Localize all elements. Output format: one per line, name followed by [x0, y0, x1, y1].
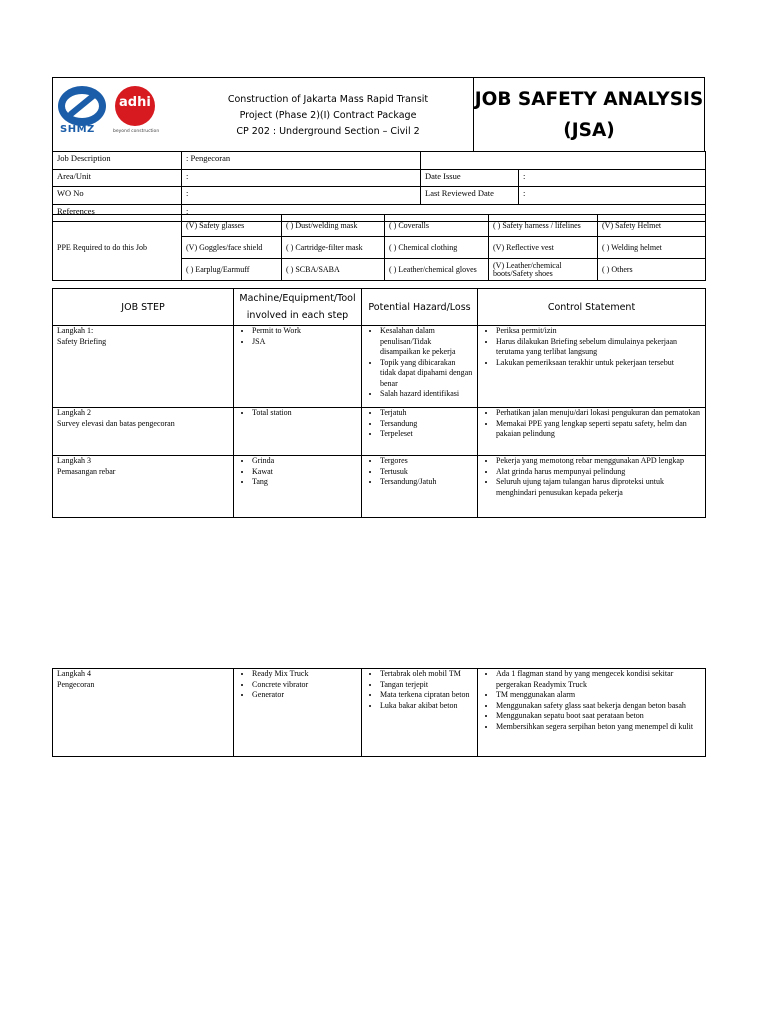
list-item: • Salah hazard identifikasi	[380, 389, 473, 400]
list-item: • Harus dilakukan Briefing sebelum dimulainya pekerjaan terutama yang terlibat langsung	[496, 337, 701, 358]
step-row	[53, 669, 706, 757]
list-item: • Perhatikan jalan menuju/dari lokasi pengukuran dan pematokan	[496, 408, 701, 419]
list-item: • Permit to Work	[252, 326, 357, 337]
document-title	[473, 78, 704, 151]
ppe-welding-helmet: ( ) Welding helmet	[598, 237, 706, 259]
area-value: :	[182, 169, 421, 187]
shmz-logo-text: SHMZ	[60, 124, 95, 135]
step-number: Langkah 3	[57, 456, 91, 465]
list-item: • Luka bakar akibat beton	[380, 701, 473, 712]
hazard-cell	[362, 326, 478, 408]
info-row-area	[53, 169, 706, 187]
list-item: • Ready Mix Truck	[252, 669, 357, 680]
info-row-wo	[53, 187, 706, 205]
references-value: :	[182, 204, 706, 222]
list-item: • Tersandung/Jatuh	[380, 477, 473, 488]
document-header	[52, 77, 705, 152]
job-step-header: JOB STEP	[53, 289, 234, 326]
list-item: • Tang	[252, 477, 357, 488]
list-item: • Terjatuh	[380, 408, 473, 419]
list-item: • Kawat	[252, 467, 357, 478]
step-name: Survey elevasi dan batas pengecoran	[57, 418, 175, 428]
adhi-logo-tagline: beyond construction	[113, 129, 160, 134]
step-name: Pemasangan rebar	[57, 466, 116, 476]
ppe-scba: ( ) SCBA/SABA	[282, 259, 385, 281]
step-cell	[53, 669, 234, 757]
list-item: • Generator	[252, 690, 357, 701]
ppe-boots: (V) Leather/chemical boots/Safety shoes	[489, 259, 598, 281]
list-item: • Tersandung	[380, 419, 473, 430]
job-steps-table-continued	[52, 668, 706, 757]
ppe-dust-mask: ( ) Dust/welding mask	[282, 215, 385, 237]
wo-value: :	[182, 187, 421, 205]
info-row-job-description	[53, 152, 706, 170]
control-cell	[478, 408, 706, 456]
job-description-value: : Pengecoran	[182, 152, 421, 170]
info-table	[52, 151, 706, 222]
step-number: Langkah 1:	[57, 326, 94, 335]
logo-area	[53, 78, 183, 151]
ppe-cartridge-mask: ( ) Cartridge-filter mask	[282, 237, 385, 259]
title-line-2: (JSA)	[563, 120, 615, 141]
list-item: • Tertusuk	[380, 467, 473, 478]
list-item: • Topik yang dibicarakan tidak dapat dipahami dengan benar	[380, 358, 473, 390]
ppe-safety-harness: ( ) Safety harness / lifelines	[489, 215, 598, 237]
steps-header-row	[53, 289, 706, 326]
project-line-3: CP 202 : Underground Section – Civil 2	[236, 126, 420, 137]
step-cell	[53, 408, 234, 456]
date-issue-value: :	[519, 169, 706, 187]
hazard-header: Potential Hazard/Loss	[362, 289, 478, 326]
list-item: • Lakukan pemeriksaan terakhir untuk pekerjaan tersebut	[496, 358, 701, 369]
list-item: • Mata terkena cipratan beton	[380, 690, 473, 701]
step-name: Pengecoran	[57, 679, 95, 689]
project-info	[183, 78, 473, 151]
ppe-reflective-vest: (V) Reflective vest	[489, 237, 598, 259]
list-item: • Pekerja yang memotong rebar menggunakan APD lengkap	[496, 456, 701, 467]
info-empty-cell	[421, 152, 706, 170]
ppe-safety-glasses: (V) Safety glasses	[182, 215, 282, 237]
list-item: • JSA	[252, 337, 357, 348]
list-item: • Terpeleset	[380, 429, 473, 440]
list-item: • TM menggunakan alarm	[496, 690, 701, 701]
list-item: • Membersihkan segera serpihan beton yang menempel di kulit	[496, 722, 701, 733]
control-cell	[478, 326, 706, 408]
list-item: • Total station	[252, 408, 357, 419]
project-line-1: Construction of Jakarta Mass Rapid Transit	[227, 94, 429, 105]
list-item: • Alat grinda harus mempunyai pelindung	[496, 467, 701, 478]
list-item: • Tertabrak oleh mobil TM	[380, 669, 473, 680]
project-line-2: Project (Phase 2)(I) Contract Package	[239, 110, 417, 121]
equipment-cell	[234, 326, 362, 408]
list-item: • Tangan terjepit	[380, 680, 473, 691]
list-item: • Menggunakan sepatu boot saat perataan beton	[496, 711, 701, 722]
list-item: • Tergores	[380, 456, 473, 467]
list-item: • Memakai PPE yang lengkap seperti sepatu safety, helm dan pakaian pelindung	[496, 419, 701, 440]
step-number: Langkah 4	[57, 669, 91, 678]
step-row	[53, 456, 706, 518]
references-label: References	[53, 204, 182, 222]
equipment-cell	[234, 669, 362, 757]
wo-label: WO No	[53, 187, 182, 205]
job-description-label: Job Description	[53, 152, 182, 170]
ppe-label: PPE Required to do this Job	[53, 215, 182, 281]
ppe-gloves: ( ) Leather/chemical gloves	[385, 259, 489, 281]
step-number: Langkah 2	[57, 408, 91, 417]
step-cell	[53, 456, 234, 518]
hazard-cell	[362, 408, 478, 456]
last-reviewed-value: :	[519, 187, 706, 205]
ppe-earplug: ( ) Earplug/Earmuff	[182, 259, 282, 281]
hazard-cell	[362, 456, 478, 518]
step-row	[53, 326, 706, 408]
ppe-chemical-clothing: ( ) Chemical clothing	[385, 237, 489, 259]
last-reviewed-label: Last Reviewed Date	[421, 187, 519, 205]
list-item: • Menggunakan safety glass saat bekerja dengan beton basah	[496, 701, 701, 712]
control-cell	[478, 669, 706, 757]
list-item: • Grinda	[252, 456, 357, 467]
control-cell	[478, 456, 706, 518]
step-row	[53, 408, 706, 456]
ppe-coveralls: ( ) Coveralls	[385, 215, 489, 237]
title-line-1: JOB SAFETY ANALYSIS	[474, 89, 704, 110]
ppe-row-1	[53, 215, 706, 237]
list-item: • Concrete vibrator	[252, 680, 357, 691]
ppe-safety-helmet: (V) Safety Helmet	[598, 215, 706, 237]
list-item: • Ada 1 flagman stand by yang mengecek kondisi sekitar pergerakan Readymix Truck	[496, 669, 701, 690]
list-item: • Seluruh ujung tajam tulangan harus diproteksi untuk menghindari penusukan kepada pekerja	[496, 477, 701, 498]
ppe-table	[52, 214, 706, 281]
adhi-logo-text: adhi	[119, 95, 151, 110]
date-issue-label: Date Issue	[421, 169, 519, 187]
list-item: • Kesalahan dalam penulisan/Tidak disampaikan ke pekerja	[380, 326, 473, 358]
job-steps-table	[52, 288, 706, 518]
list-item: • Periksa permit/izin	[496, 326, 701, 337]
equipment-cell	[234, 456, 362, 518]
equipment-header: Machine/Equipment/Tool involved in each step	[234, 289, 362, 326]
equipment-cell	[234, 408, 362, 456]
step-name: Safety Briefing	[57, 336, 107, 346]
step-cell	[53, 326, 234, 408]
hazard-cell	[362, 669, 478, 757]
ppe-goggles: (V) Goggles/face shield	[182, 237, 282, 259]
control-header: Control Statement	[478, 289, 706, 326]
area-label: Area/Unit	[53, 169, 182, 187]
ppe-others: ( ) Others	[598, 259, 706, 281]
